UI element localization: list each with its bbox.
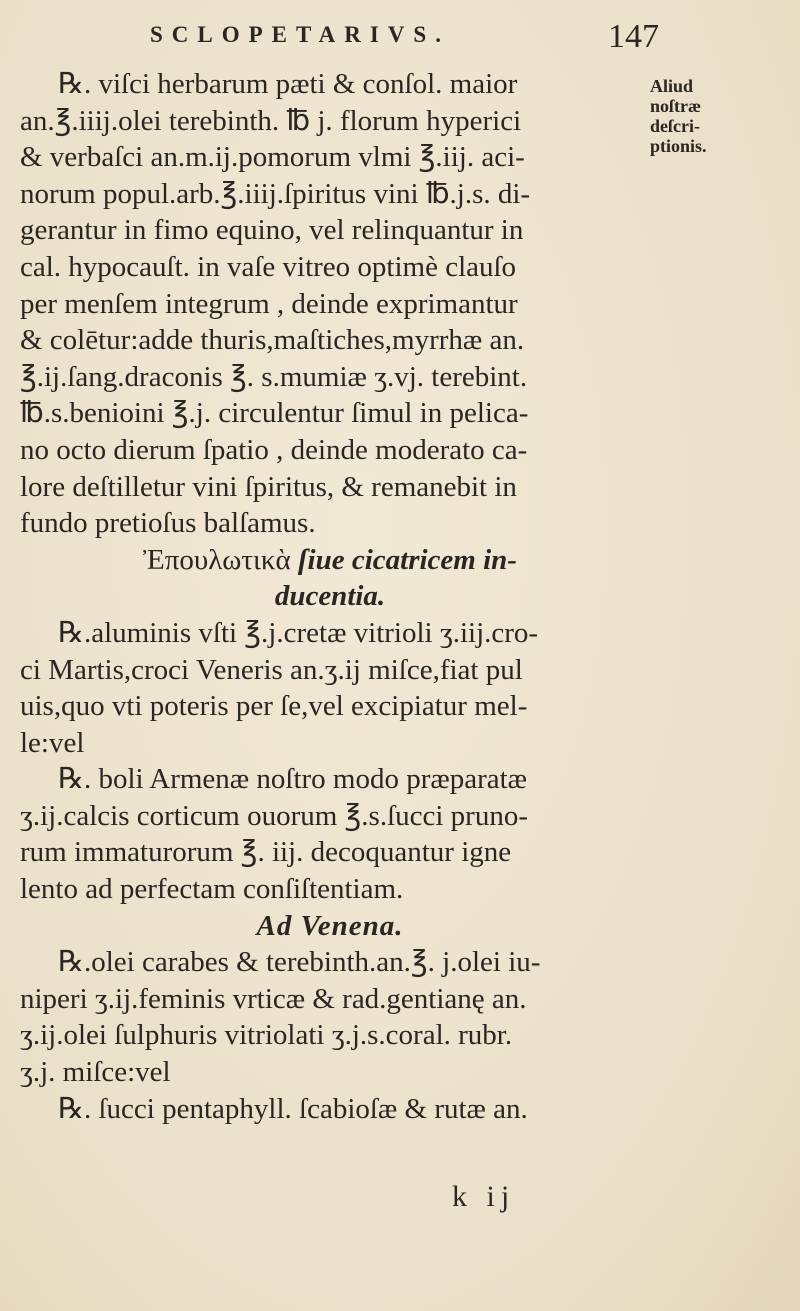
- marginal-note-line: deſcri-: [650, 116, 700, 136]
- subheading-greek: Ἐπουλωτικὰ: [143, 543, 291, 576]
- section-subheading: [20, 542, 640, 579]
- running-head: SCLOPETARIVS.: [150, 22, 450, 47]
- marginal-note-line: noſtræ: [650, 96, 701, 116]
- text-line: ℞.aluminis vſti ℥.j.cretæ vitrioli ʒ.iij.cro-: [58, 616, 539, 649]
- text-line: an.℥.iiij.olei terebinth. ℔ j. florum hyperici: [20, 104, 522, 137]
- text-line: lento ad perfectam conſiſtentiam.: [20, 873, 404, 906]
- text-line: ℞.olei carabes & terebinth.an.℥. j.olei iu-: [58, 946, 541, 979]
- text-line: fundo pretioſus balſamus.: [20, 507, 316, 540]
- text-line: niperi ʒ.ij.feminis vrticæ & rad.gentianę an.: [20, 982, 527, 1015]
- text-line: ci Martis,croci Veneris an.ʒ.ij miſce,fiat pul: [20, 653, 523, 686]
- text-line: rum immaturorum ℥. iij. decoquantur igne: [20, 836, 512, 869]
- text-line: ʒ.ij.olei ſulphuris vitriolati ʒ.j.s.coral. rubr.: [20, 1019, 513, 1052]
- body-text: [20, 66, 640, 1127]
- text-line: uis,quo vti poteris per ſe,vel excipiatur mel-: [20, 690, 528, 723]
- text-line: cal. hypocauſt. in vaſe vitreo optimè clauſo: [20, 250, 517, 283]
- text-line: ℔.s.benioini ℥.j. circulentur ſimul in pelica-: [20, 397, 529, 430]
- marginal-note-line: Aliud: [650, 76, 694, 96]
- text-line: le:vel: [20, 726, 85, 759]
- catchword: k ij: [452, 1180, 516, 1213]
- text-line: ℥.ij.ſang.draconis ℥. s.mumiæ ʒ.vj. terebint.: [20, 360, 528, 393]
- text-line: per menſem integrum , deinde exprimantur: [20, 287, 518, 320]
- section-heading: Ad Venena.: [256, 909, 404, 942]
- text-line: gerantur in fimo equino, vel relinquantur in: [20, 214, 524, 247]
- text-line: ℞. viſci herbarum pæti & conſol. maior: [58, 68, 518, 100]
- text-line: ℞. ſucci pentaphyll. ſcabioſæ & rutæ an.: [58, 1092, 528, 1125]
- text-line: ʒ.j. miſce:vel: [20, 1056, 171, 1089]
- text-line: ℞. boli Armenæ noſtro modo præparatæ: [58, 763, 528, 796]
- text-line: & verbaſci an.m.ij.pomorum vlmi ℥.iij. aci-: [20, 141, 525, 174]
- text-line: ʒ.ij.calcis corticum ouorum ℥.s.ſucci pruno-: [20, 799, 528, 832]
- page-number: 147: [608, 18, 659, 55]
- marginal-note: [650, 76, 732, 156]
- section-subheading-continued: [20, 578, 640, 615]
- text-line: & colētur:adde thuris,maſtiches,myrrhæ an.: [20, 324, 525, 357]
- text-line: no octo dierum ſpatio , deinde moderato ca-: [20, 433, 528, 466]
- subheading-latin-2: ducentia.: [274, 580, 386, 613]
- subheading-latin: ſiue cicatricem in-: [297, 543, 517, 576]
- text-line: norum popul.arb.℥.iiij.ſpiritus vini ℔.j.s. di-: [20, 177, 531, 210]
- marginal-note-line: ptionis.: [650, 136, 707, 156]
- text-line: lore deſtilletur vini ſpiritus, & remanebit in: [20, 470, 517, 503]
